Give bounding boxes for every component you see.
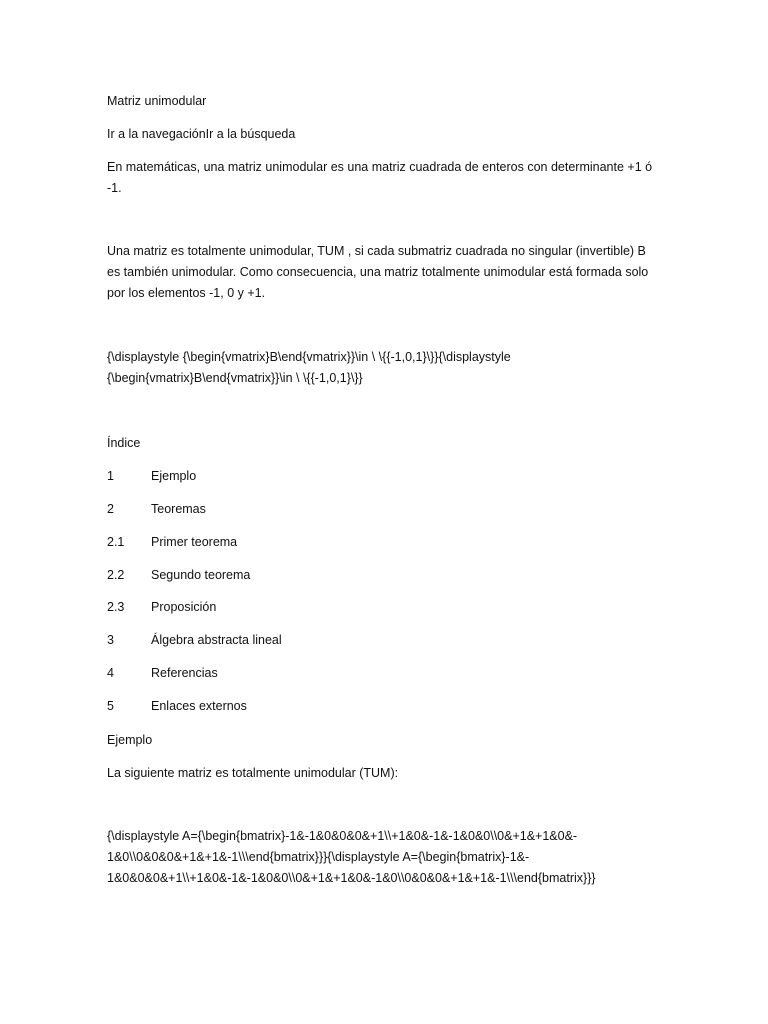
toc-item-label[interactable]: Proposición: [151, 600, 217, 614]
nav-links-text: Ir a la navegaciónIr a la búsqueda: [107, 127, 296, 141]
toc-item-number: 4: [107, 666, 114, 680]
formula-1-line-2: {\begin{vmatrix}B\end{vmatrix}}\in \ \{{-1,0,1}\}}: [107, 371, 363, 385]
intro-line-2: -1.: [107, 181, 122, 195]
toc-item-number: 1: [107, 469, 114, 483]
toc-item-number: 2.2: [107, 568, 125, 582]
formula-2-line-3: 1&0&0&0&+1\\+1&0&-1&-1&0&0\\0&+1&+1&0&-1&0\\0&0&0&+1&+1&-1\\\end{bmatrix}}}: [107, 871, 596, 885]
toc-item-label[interactable]: Álgebra abstracta lineal: [151, 633, 282, 647]
tum-paragraph-line-2: es también unimodular. Como consecuencia, una matriz totalmente unimodular está formada solo: [107, 265, 649, 279]
toc-item-label[interactable]: Referencias: [151, 666, 218, 680]
toc-item-number: 2.1: [107, 535, 125, 549]
index-heading: Índice: [107, 436, 141, 450]
tum-paragraph-line-1: Una matriz es totalmente unimodular, TUM , si cada submatriz cuadrada no singular (invertible) B: [107, 244, 646, 258]
toc-item-label[interactable]: Primer teorema: [151, 535, 238, 549]
toc-item-label[interactable]: Teoremas: [151, 502, 206, 516]
formula-1-line-1: {\displaystyle {\begin{vmatrix}B\end{vmatrix}}\in \ \{{-1,0,1}\}}{\displaystyle: [107, 350, 511, 364]
formula-2-line-2: 1&0\\0&0&0&+1&+1&-1\\\end{bmatrix}}}{\displaystyle A={\begin{bmatrix}-1&-: [107, 850, 530, 864]
toc-item-number: 3: [107, 633, 114, 647]
toc-item-number: 2.3: [107, 600, 125, 614]
formula-2-line-1: {\displaystyle A={\begin{bmatrix}-1&-1&0&0&0&+1\\+1&0&-1&-1&0&0\\0&+1&+1&0&-: [107, 829, 578, 843]
example-heading: Ejemplo: [107, 733, 153, 747]
intro-line-1: En matemáticas, una matriz unimodular es una matriz cuadrada de enteros con determinante +1 ó: [107, 160, 653, 174]
toc-item-label[interactable]: Enlaces externos: [151, 699, 247, 713]
tum-paragraph-line-3: por los elementos -1, 0 y +1.: [107, 286, 266, 300]
page-title: Matriz unimodular: [107, 94, 207, 108]
toc-item-number: 2: [107, 502, 114, 516]
toc-item-label[interactable]: Ejemplo: [151, 469, 197, 483]
toc-item-number: 5: [107, 699, 114, 713]
toc-item-label[interactable]: Segundo teorema: [151, 568, 251, 582]
example-intro: La siguiente matriz es totalmente unimodular (TUM):: [107, 766, 399, 780]
